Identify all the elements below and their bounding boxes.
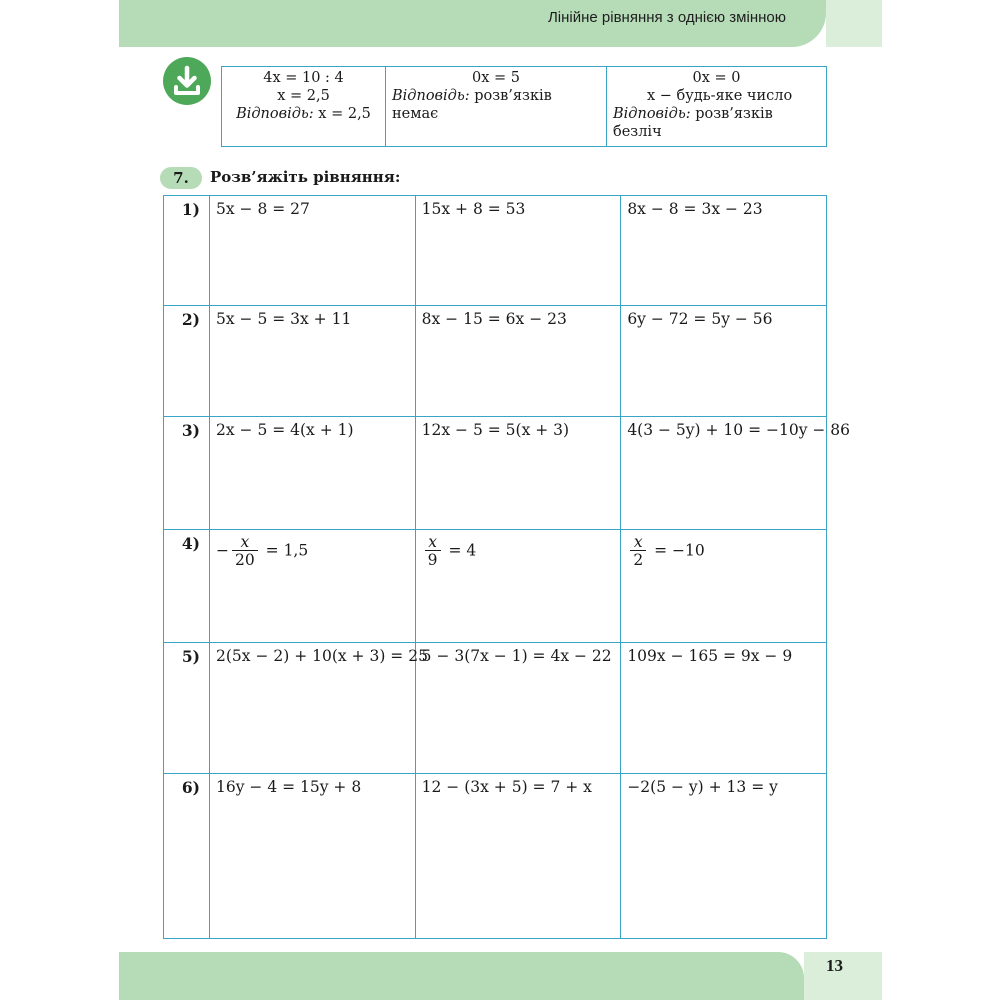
equation-cell[interactable]: 16y − 4 = 15y + 8 [210,774,416,939]
equation-cell[interactable]: 5x − 8 = 27 [210,196,416,306]
example-3-line-2: x − будь-яке число [647,88,793,104]
equations-table [163,195,851,939]
answer-value: розв’язків [690,106,773,122]
equation-cell[interactable]: 12 − (3x + 5) = 7 + x [415,774,621,939]
fraction [425,534,441,569]
answer-value: розв’язків [469,88,552,104]
equation-cell[interactable]: 109x − 165 = 9x − 9 [621,643,827,774]
example-3-answer [613,105,820,123]
page-header-title: Лінійне рівняння з однією змінною [547,9,786,26]
row-number: 2) [164,306,210,417]
fraction-numerator: x [630,534,646,551]
task-number-badge: 7. [160,167,202,189]
row-number: 4) [164,530,210,643]
equation-cell[interactable] [415,530,621,643]
equation-cell[interactable]: 12x − 5 = 5(x + 3) [415,417,621,530]
equation-cell[interactable]: 2(5x − 2) + 10(x + 3) = 25 [210,643,416,774]
fraction-denominator: 2 [633,551,644,569]
download-icon[interactable] [163,57,211,105]
example-cell-2 [385,67,606,146]
equation-cell[interactable] [210,530,416,643]
fraction-rhs: = 4 [443,541,477,560]
equation-row [164,774,827,939]
header-band [119,0,826,47]
footer-band [119,952,804,1000]
answer-value: x = 2,5 [313,106,371,122]
example-3-answer-cont: безліч [613,124,662,140]
row-number: 1) [164,196,210,306]
equation-cell[interactable]: 8x − 8 = 3x − 23 [621,196,827,306]
fraction-denominator: 20 [235,551,255,569]
equation-cell[interactable]: 6y − 72 = 5y − 56 [621,306,827,417]
equation-cell[interactable]: 5 − 3(7x − 1) = 4x − 22 [415,643,621,774]
fraction [630,534,646,569]
row-number: 6) [164,774,210,939]
equation-row [164,417,827,530]
answer-label: Відповідь: [236,106,314,122]
fraction-numerator: x [232,534,258,551]
task-instruction: Розв’яжіть рівняння: [210,168,401,186]
equation-cell[interactable]: 4(3 − 5y) + 10 = −10y − 86 [621,417,827,530]
fraction-rhs: = 1,5 [260,541,309,560]
page-number: 13 [826,956,843,975]
answer-label: Відповідь: [392,88,470,104]
answer-label: Відповідь: [613,106,691,122]
row-number: 5) [164,643,210,774]
download-arrow-icon [163,57,211,105]
example-answers-box [221,66,827,147]
fraction-sign: − [216,541,229,560]
example-cell-1 [222,67,385,146]
example-cell-3 [606,67,826,146]
equation-cell[interactable]: 15x + 8 = 53 [415,196,621,306]
equation-row [164,196,827,306]
example-1-line-1: 4x = 10 : 4 [263,70,344,86]
fraction-numerator: x [425,534,441,551]
example-3-line-1: 0x = 0 [692,70,741,86]
row-number: 3) [164,417,210,530]
equation-cell[interactable]: −2(5 − y) + 13 = y [621,774,827,939]
equation-cell[interactable]: 8x − 15 = 6x − 23 [415,306,621,417]
footer-band-tail [804,952,882,1000]
equation-cell[interactable]: 2x − 5 = 4(x + 1) [210,417,416,530]
example-2-answer-cont: немає [392,106,439,122]
equation-cell[interactable]: 5x − 5 = 3x + 11 [210,306,416,417]
fraction-denominator: 9 [427,551,438,569]
header-band-tail [826,0,882,47]
fraction [232,534,258,569]
example-2-line-1: 0x = 5 [472,70,520,86]
example-1-line-2: x = 2,5 [277,88,330,104]
example-1-answer [228,105,379,123]
equation-row [164,306,827,417]
fraction-rhs: = −10 [649,541,705,560]
equation-row [164,530,827,643]
equation-cell[interactable] [621,530,827,643]
equation-row [164,643,827,774]
example-2-answer [392,87,600,105]
